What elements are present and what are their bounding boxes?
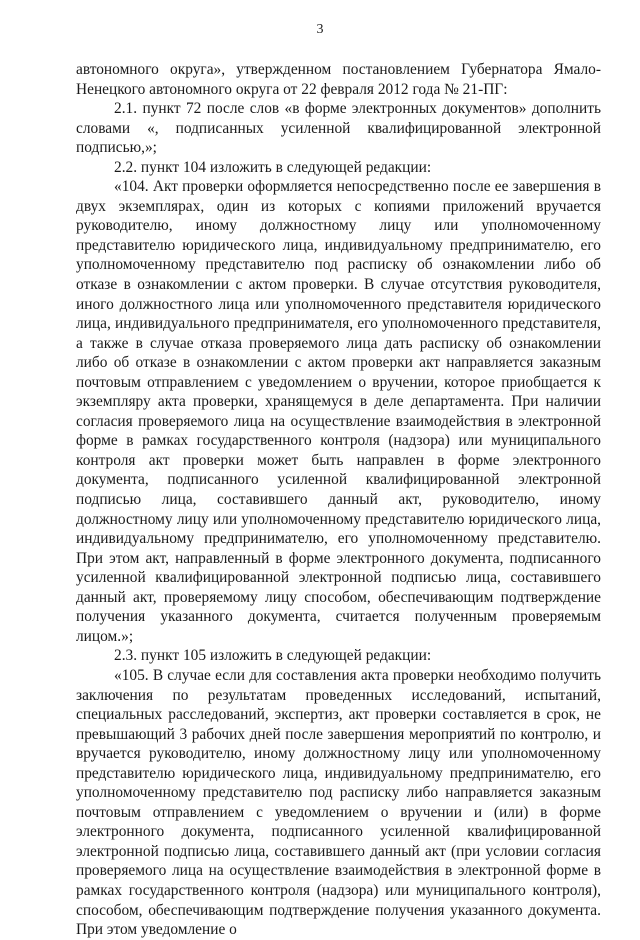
paragraph-clause-104: «104. Акт проверки оформляется непосредственно после ее завершения в двух экземплярах, один из которых с копиями приложений вручается руководителю, иному должностному лицу или уполномоченному представителю юридического лица, индивидуальному предпринимателю, его уполномоченному представителю под расписку об ознакомлении либо об отказе в ознакомлении с актом проверки. В случае отсутствия руководителя, иного должностного лица или уполномоченного представителя юридического лица, индивидуального предпринимателя, его уполномоченного представителя, а также в случае отказа проверяемого лица дать расписку об ознакомлении либо об отказе в ознакомлении с актом проверки акт направляется заказным почтовым отправлением с уведомлением о вручении, которое приобщается к экземпляру акта проверки, хранящемуся в деле департамента. При наличии согласия проверяемого лица на осуществление взаимодействия в электронной форме в рамках государственного контроля (надзора) или муниципального контроля акт проверки может быть направлен в форме электронного документа, подписанного усиленной квалифицированной электронной подписью лица, составившего данный акт, руководителю, иному должностному лицу или уполномоченному представителю юридического лица, индивидуальному предпринимателю, его уполномоченному представителю. При этом акт, направленный в форме электронного документа, подписанного усиленной квалифицированной электронной подписью лица, составившего данный акт, проверяемому лицу способом, обеспечивающим подтверждение получения указанного документа, считается полученным проверяемым лицом.»;: [76, 178, 601, 645]
paragraph-intro: автономного округа», утвержденном постановлением Губернатора Ямало-Ненецкого автономного округа от 22 февраля 2012 года № 21-ПГ:: [76, 61, 601, 98]
document-body: [76, 60, 601, 940]
paragraph-item-2-3: 2.3. пункт 105 изложить в следующей редакции:: [114, 647, 432, 665]
page-number: 3: [316, 22, 324, 37]
paragraph-item-2-2: 2.2. пункт 104 изложить в следующей редакции:: [114, 158, 432, 176]
paragraph-item-2-1: 2.1. пункт 72 после слов «в форме электронных документов» дополнить словами «, подписанных усиленной квалифицированной электронной подписью,»;: [76, 100, 601, 157]
paragraph-clause-105: «105. В случае если для составления акта проверки необходимо получить заключения по результатам проведенных исследований, испытаний, специальных расследований, экспертиз, акт проверки составляется в срок, не превышающий 3 рабочих дней после завершения мероприятий по контролю, и вручается руководителю, иному должностному лицу или уполномоченному представителю юридического лица, индивидуальному предпринимателю, его уполномоченному представителю под расписку либо направляется заказным почтовым отправлением с уведомлением о вручении и (или) в форме электронного документа, подписанного усиленной квалифицированной электронной подписью лица, составившего данный акт (при условии согласия проверяемого лица на осуществление взаимодействия в электронной форме в рамках государственного контроля (надзора) или муниципального контроля), способом, обеспечивающим подтверждение получения указанного документа. При этом уведомление о: [76, 666, 601, 939]
